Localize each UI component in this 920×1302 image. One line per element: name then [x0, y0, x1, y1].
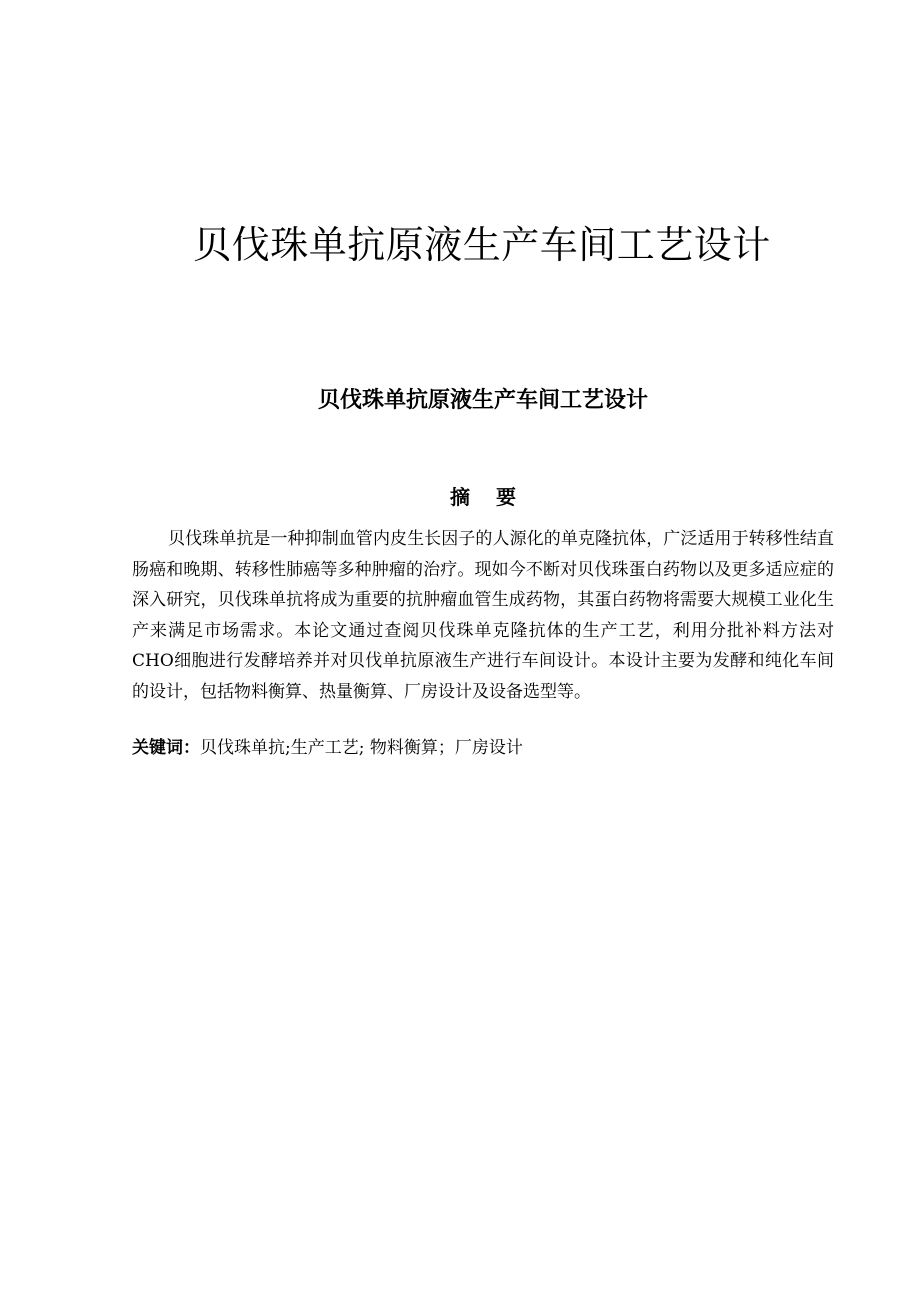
- keywords-line: [132, 734, 834, 762]
- abstract-heading: [0, 482, 920, 512]
- keywords-label: 关键词：: [132, 738, 200, 758]
- abstract-title: 贝伐珠单抗原液生产车间工艺设计: [317, 388, 648, 413]
- keywords-value: 贝伐珠单抗;生产工艺; 物料衡算；厂房设计: [200, 738, 523, 758]
- abstract-heading-second: 要: [496, 485, 516, 509]
- abstract-paragraph: 贝伐珠单抗是一种抑制血管内皮生长因子的人源化的单克隆抗体，广泛适用于转移性结直肠癌和晚期、转移性肺癌等多种肿瘤的治疗。现如今不断对贝伐珠蛋白药物以及更多适应症的深入研究，贝伐珠单抗将成为重要的抗肿瘤血管生成药物，其蛋白药物将需要大规模工业化生产来满足市场需求。本论文通过查阅贝伐珠单克隆抗体的生产工艺，利用分批补料方法对CHO细胞进行发酵培养并对贝伐单抗原液生产进行车间设计。本设计主要为发酵和纯化车间的设计，包括物料衡算、热量衡算、厂房设计及设备选型等。: [132, 529, 834, 702]
- document-title: 贝伐珠单抗原液生产车间工艺设计: [193, 223, 771, 267]
- abstract-heading-first: 摘: [450, 485, 470, 509]
